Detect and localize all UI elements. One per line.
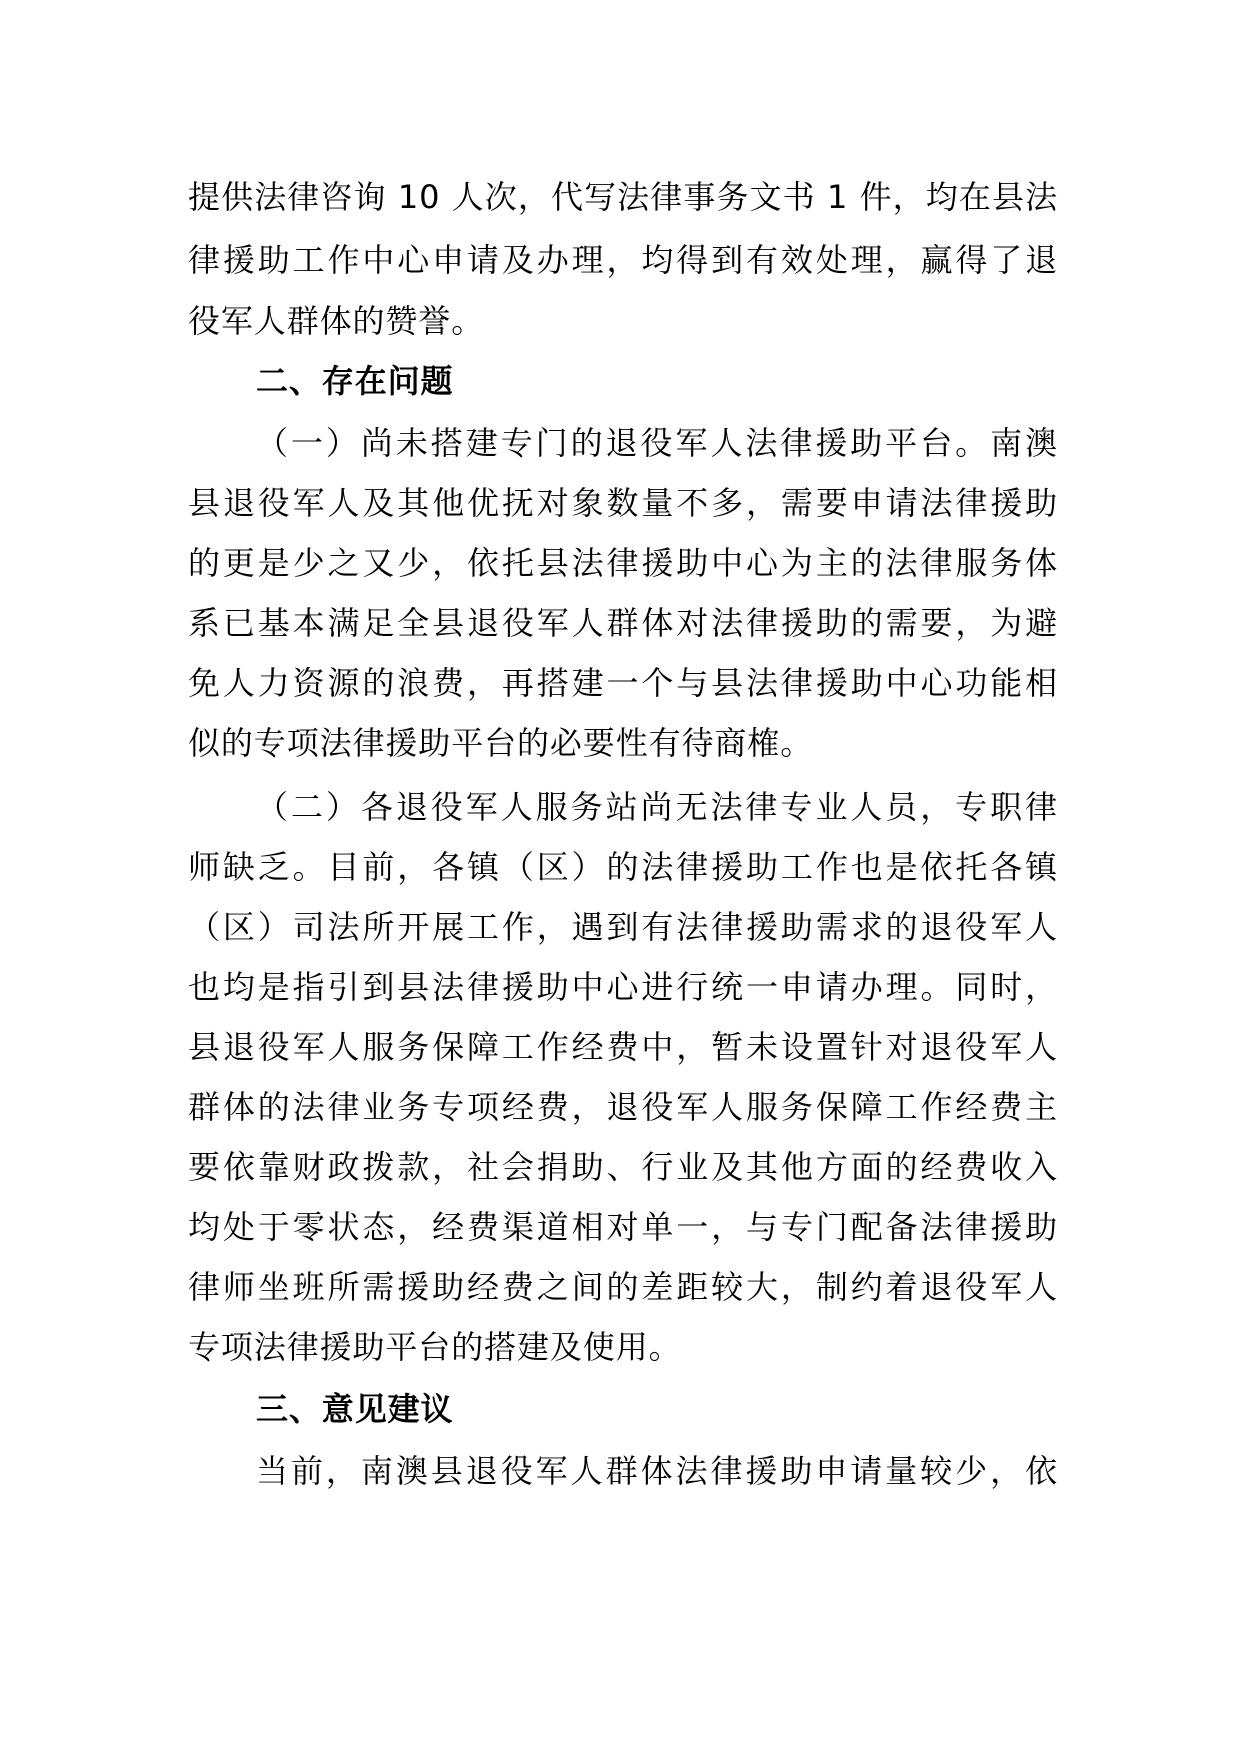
item1-line-1: （一）尚未搭建专门的退役军人法律援助平台。南澳: [256, 424, 1058, 462]
item1-line-6: 似的专项法律援助平台的必要性有待商榷。: [188, 724, 814, 762]
item2-line-8: 均处于零状态，经费渠道相对单一，与专门配备法律援助: [188, 1208, 1058, 1246]
intro-line-1: 提供法律咨询 10 人次，代写法律事务文书 1 件，均在县法: [188, 178, 1058, 216]
intro-line-3: 役军人群体的赞誉。: [188, 302, 485, 340]
item3-line-1: 当前，南澳县退役军人群体法律援助申请量较少，依: [256, 1452, 1058, 1490]
item2-line-9: 律师坐班所需援助经费之间的差距较大，制约着退役军人: [188, 1268, 1058, 1306]
item2-line-10: 专项法律援助平台的搭建及使用。: [188, 1328, 682, 1366]
item2-line-4: 也均是指引到县法律援助中心进行统一申请办理。同时，: [188, 968, 1058, 1006]
item2-line-3: （区）司法所开展工作，遇到有法律援助需求的退役军人: [188, 908, 1058, 946]
item2-line-5: 县退役军人服务保障工作经费中，暂未设置针对退役军人: [188, 1028, 1058, 1066]
item1-line-5: 免人力资源的浪费，再搭建一个与县法律援助中心功能相: [188, 664, 1058, 702]
item2-line-1: （二）各退役军人服务站尚无法律专业人员，专职律: [256, 788, 1058, 826]
item2-line-7: 要依靠财政拨款，社会捐助、行业及其他方面的经费收入: [188, 1148, 1058, 1186]
item2-line-6: 群体的法律业务专项经费，退役军人服务保障工作经费主: [188, 1088, 1058, 1126]
section-heading-suggestions: 三、意见建议: [256, 1390, 454, 1428]
item2-line-2: 师缺乏。目前，各镇（区）的法律援助工作也是依托各镇: [188, 848, 1058, 886]
section-heading-problems: 二、存在问题: [256, 362, 454, 400]
intro-line-2: 律援助工作中心申请及办理，均得到有效处理，赢得了退: [188, 241, 1058, 279]
item1-line-3: 的更是少之又少，依托县法律援助中心为主的法律服务体: [188, 544, 1058, 582]
item1-line-2: 县退役军人及其他优抚对象数量不多，需要申请法律援助: [188, 484, 1058, 522]
item1-line-4: 系已基本满足全县退役军人群体对法律援助的需要，为避: [188, 604, 1058, 642]
